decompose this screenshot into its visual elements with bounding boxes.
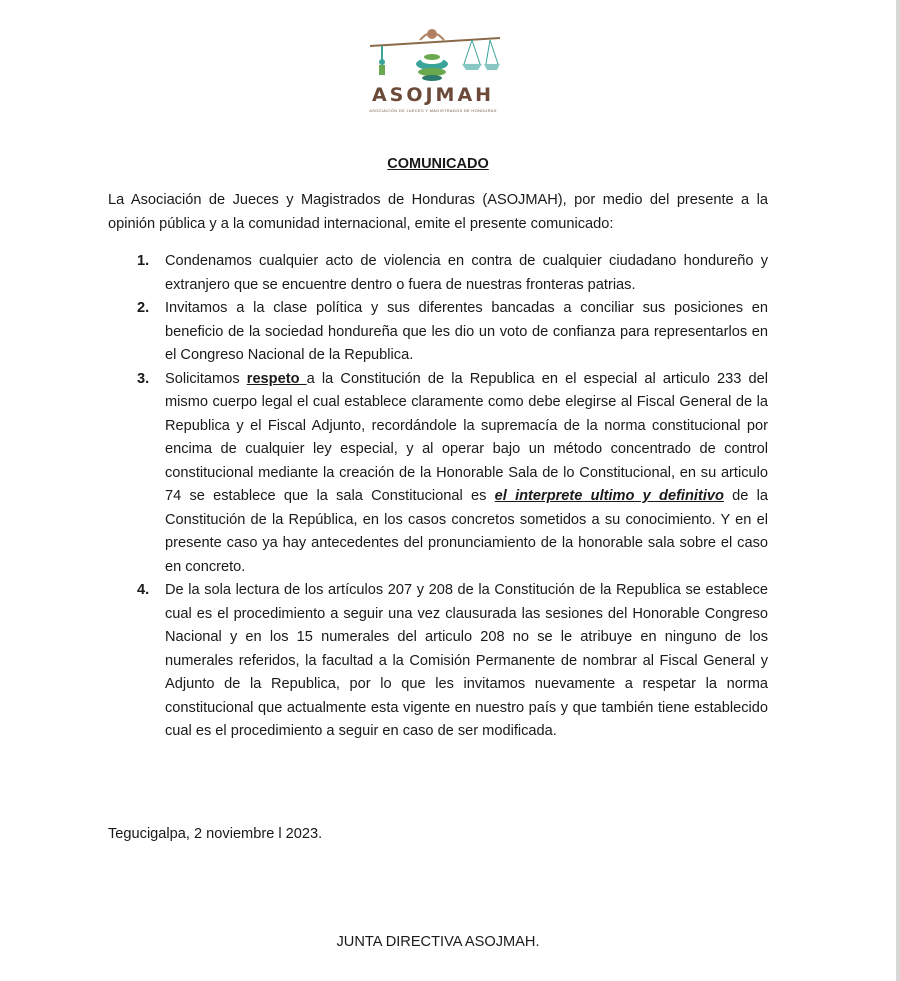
item-text-part-b: a la Constitución de la Republica en el especial al articulo 233 del mismo cuerpo legal el cual establece claramente como debe elegirse al Fiscal General de la Republica y el Fiscal Adjunto, recordándole la supremacía de la norma constitucional por encima de cualquier ley especial, y al operar bajo un método concentrado de control constitucional mediante la creación de la Honorable Sala de lo Constitucional, en su articulo 74 se establece que la sala Constitucional es — [165, 370, 769, 504]
asojmah-logo — [350, 20, 520, 120]
item-number: 1. — [137, 253, 150, 269]
list-item — [108, 368, 768, 580]
interprete-emphasis: el interprete ultimo y definitivo — [494, 488, 724, 504]
item-text: De la sola lectura de los artículos 207 y 208 de la Constitución de la Republica se establece cual es el procedimiento a seguir una vez clausurada las sesiones del Honorable Congreso Nacional y en los 15 numerales del articulo 208 no se le atribuye en ninguno de los numerales referidos, la facultad a la Comisión Permanente de nombrar al Fiscal General y Adjunto de la Republica, por lo que les invitamos nuevamente a respetar la norma constitucional que actualmente esta vigente en nuestro país y que también tiene establecido cual es el procedimiento a seguir en caso de ser modificada. — [165, 582, 768, 739]
signature-line: JUNTA DIRECTIVA ASOJMAH. — [336, 934, 540, 950]
logo-name: ASOJMAH — [371, 84, 495, 106]
item-text: Condenamos cualquier acto de violencia en contra de cualquier ciudadano hondureño y extranjero que se encuentre dentro o fuera de nuestras fronteras patrias. — [165, 253, 768, 293]
respeto-emphasis: respeto — [246, 370, 307, 387]
list-item — [108, 579, 768, 744]
item-text-part-a: Solicitamos — [165, 370, 247, 387]
item-number: 3. — [137, 370, 150, 387]
document-title: COMUNICADO — [387, 156, 489, 172]
statement-list — [108, 250, 768, 744]
list-item — [108, 297, 768, 368]
intro-paragraph: La Asociación de Jueces y Magistrados de Honduras (ASOJMAH), por medio del presente a la opinión pública y a la comunidad internacional, emite el presente comunicado: — [108, 192, 768, 232]
scales-of-justice-icon — [350, 20, 520, 90]
item-number: 2. — [137, 300, 150, 316]
place-and-date: Tegucigalpa, 2 noviembre l 2023. — [108, 826, 323, 842]
item-text-part-c: de la Constitución de la República, en los casos concretos sometidos a su conocimiento. Y en el presente caso ya hay antecedentes del pronunciamiento de la honorable sala sobre el caso en concreto. — [165, 488, 768, 575]
item-number: 4. — [137, 582, 150, 598]
item-text: Invitamos a la clase política y sus diferentes bancadas a conciliar sus posiciones en beneficio de la sociedad hondureña que les dio un voto de confianza para representarlos en el Congreso Nacional de la Republica. — [165, 300, 768, 363]
logo-subtitle: ASOCIACIÓN DE JUECES Y MAGISTRADOS DE HONDURAS — [369, 108, 497, 113]
page-edge-shadow — [896, 0, 900, 981]
list-item — [108, 250, 768, 297]
